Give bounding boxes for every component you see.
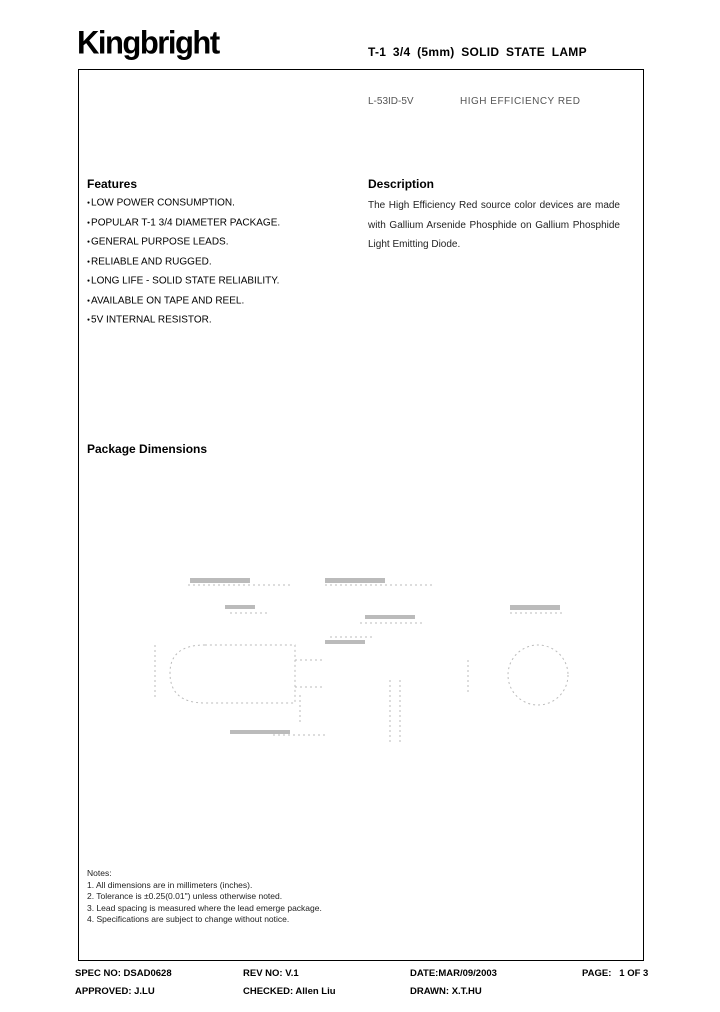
- features-list: [87, 197, 280, 334]
- package-dimensions-heading: Package Dimensions: [87, 442, 208, 456]
- brand-logo: Kingbright: [77, 24, 219, 61]
- description-text: The High Efficiency Red source color devices are made with Gallium Arsenide Phosphide on Gallium Phosphide Light Emitting Diode.: [368, 200, 620, 250]
- header-divider: [78, 69, 644, 70]
- note-item: 3. Lead spacing is measured where the lead emerge package.: [87, 902, 322, 913]
- document-date: DATE:MAR/09/2003: [410, 968, 497, 979]
- checked-by: CHECKED: Allen Liu: [243, 986, 336, 997]
- approved-by: APPROVED: J.LU: [75, 986, 155, 997]
- feature-item: ● LOW POWER CONSUMPTION.: [87, 197, 280, 217]
- drawn-by: DRAWN: X.T.HU: [410, 986, 482, 997]
- description-heading: Description: [368, 177, 435, 191]
- package-dimensions-drawing: [150, 565, 590, 765]
- feature-item: ● GENERAL PURPOSE LEADS.: [87, 236, 280, 256]
- document-title: T-1 3/4 (5mm) SOLID STATE LAMP: [368, 45, 587, 59]
- feature-item: ● RELIABLE AND RUGGED.: [87, 256, 280, 276]
- revision-number: REV NO: V.1: [243, 968, 299, 979]
- notes-heading: Notes:: [87, 868, 112, 878]
- page-number: PAGE: 1 OF 3: [582, 968, 649, 979]
- part-description: HIGH EFFICIENCY RED: [460, 96, 581, 107]
- note-item: 2. Tolerance is ±0.25(0.01") unless otherwise noted.: [87, 891, 283, 902]
- feature-item: ● LONG LIFE - SOLID STATE RELIABILITY.: [87, 275, 280, 295]
- feature-item: ● POPULAR T-1 3/4 DIAMETER PACKAGE.: [87, 217, 280, 237]
- note-item: 4. Specifications are subject to change without notice.: [87, 914, 290, 925]
- feature-item: ● AVAILABLE ON TAPE AND REEL.: [87, 295, 280, 315]
- features-heading: Features: [87, 177, 138, 191]
- note-item: 1. All dimensions are in millimeters (inches).: [87, 879, 253, 890]
- part-number: L-53ID-5V: [368, 96, 414, 107]
- feature-item: ● 5V INTERNAL RESISTOR.: [87, 314, 280, 334]
- spec-number: SPEC NO: DSAD0628: [75, 968, 172, 979]
- notes-block: [87, 868, 322, 926]
